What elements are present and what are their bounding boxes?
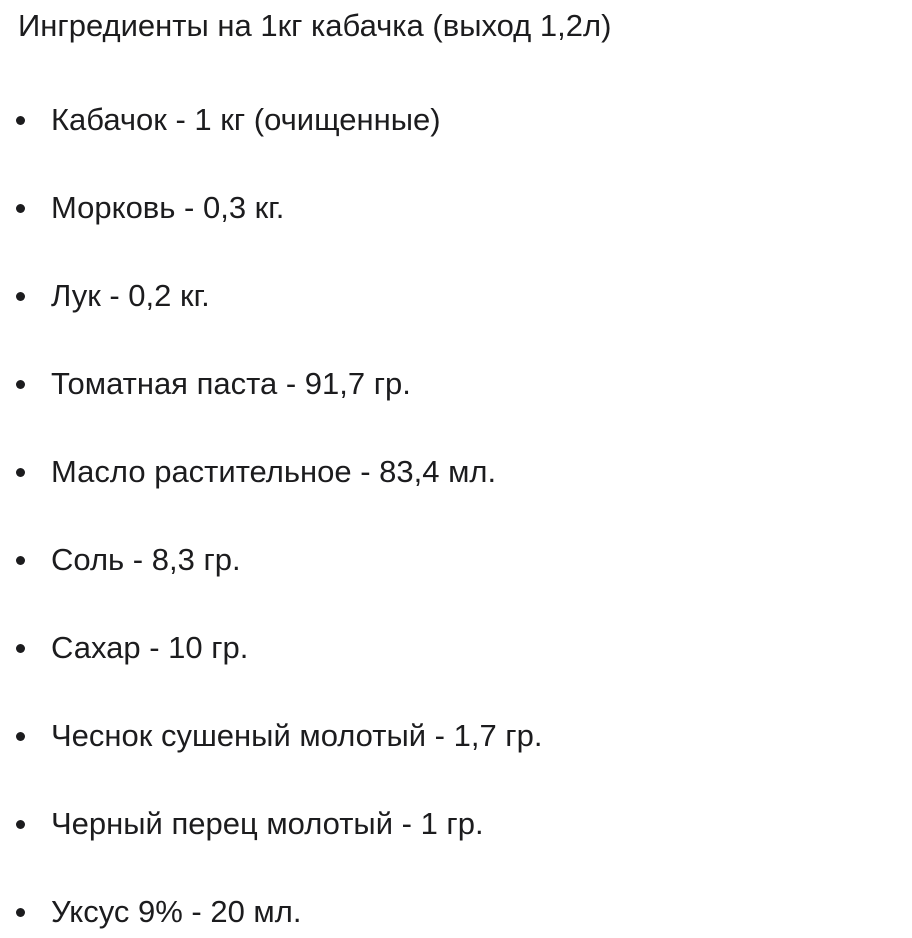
list-item bbox=[0, 890, 900, 934]
bullet-icon bbox=[16, 908, 25, 917]
bullet-icon bbox=[16, 820, 25, 829]
ingredient-text: Сахар - 10 гр. bbox=[51, 630, 249, 665]
list-item bbox=[0, 538, 900, 582]
bullet-icon bbox=[16, 556, 25, 565]
document-title: Ингредиенты на 1кг кабачка (выход 1,2л) bbox=[18, 8, 612, 43]
list-item bbox=[0, 450, 900, 494]
bullet-icon bbox=[16, 732, 25, 741]
ingredient-text: Уксус 9% - 20 мл. bbox=[51, 894, 302, 929]
bullet-icon bbox=[16, 468, 25, 477]
ingredient-text: Чеснок сушеный молотый - 1,7 гр. bbox=[51, 718, 543, 753]
ingredient-text: Соль - 8,3 гр. bbox=[51, 542, 241, 577]
bullet-icon bbox=[16, 644, 25, 653]
bullet-icon bbox=[16, 116, 25, 125]
bullet-icon bbox=[16, 292, 25, 301]
bullet-icon bbox=[16, 204, 25, 213]
list-item bbox=[0, 186, 900, 230]
ingredient-text: Томатная паста - 91,7 гр. bbox=[51, 366, 411, 401]
ingredient-text: Морковь - 0,3 кг. bbox=[51, 190, 285, 225]
list-item bbox=[0, 802, 900, 846]
list-item bbox=[0, 362, 900, 406]
ingredient-text: Масло растительное - 83,4 мл. bbox=[51, 454, 497, 489]
ingredient-text: Кабачок - 1 кг (очищенные) bbox=[51, 102, 441, 137]
ingredient-text: Черный перец молотый - 1 гр. bbox=[51, 806, 484, 841]
ingredient-text: Лук - 0,2 кг. bbox=[51, 278, 210, 313]
list-item bbox=[0, 626, 900, 670]
list-item bbox=[0, 714, 900, 758]
list-item bbox=[0, 98, 900, 142]
bullet-icon bbox=[16, 380, 25, 389]
list-item bbox=[0, 274, 900, 318]
